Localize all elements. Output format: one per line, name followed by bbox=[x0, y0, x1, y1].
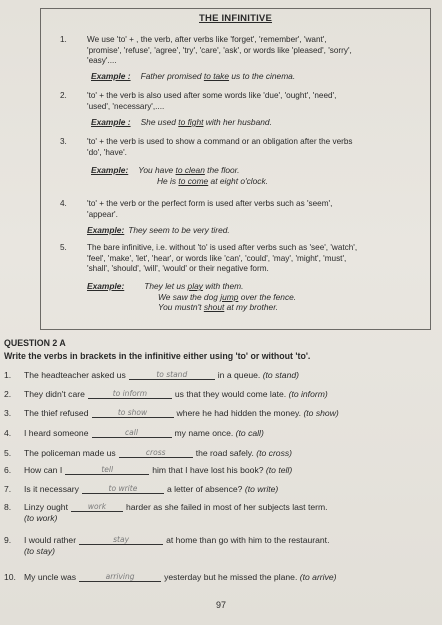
item-number: 9. bbox=[4, 535, 12, 545]
answer-blank[interactable]: work bbox=[71, 502, 123, 512]
example-underlined: shout bbox=[203, 302, 225, 312]
example-label: Example : bbox=[91, 71, 131, 81]
item-text: yesterday but he missed the plane. bbox=[164, 572, 298, 582]
example-underlined: to take bbox=[203, 71, 230, 81]
item-text: Linzy ought bbox=[24, 502, 68, 512]
rule-number: 2. bbox=[60, 91, 67, 100]
rule-line: 'to' + the verb is used to show a command or an obligation after the verbs bbox=[87, 137, 353, 146]
example-4 bbox=[87, 225, 230, 236]
item-hint: (to tell) bbox=[265, 465, 293, 475]
question-item-1 bbox=[4, 370, 299, 380]
item-text: The policeman made us bbox=[24, 448, 116, 458]
question-item-8 bbox=[4, 502, 328, 512]
example-underlined: to clean bbox=[175, 165, 205, 175]
example-label: Example: bbox=[87, 225, 125, 235]
item-number: 1. bbox=[4, 370, 12, 380]
example-text: with her husband. bbox=[203, 117, 272, 127]
question-item-9 bbox=[4, 535, 329, 545]
rule-line: The bare infinitive, i.e. without 'to' is used after verbs such as 'see', 'watch', bbox=[87, 243, 358, 252]
item-number: 10. bbox=[4, 572, 16, 582]
item-text: in a queue. bbox=[217, 370, 261, 380]
rule-number: 5. bbox=[60, 243, 67, 252]
answer-blank[interactable]: tell bbox=[65, 465, 149, 475]
rule-4 bbox=[60, 199, 416, 220]
example-label: Example : bbox=[91, 117, 131, 127]
question-instruction: Write the verbs in brackets in the infinitive either using 'to' or without 'to'. bbox=[4, 351, 311, 361]
item-number: 5. bbox=[4, 448, 12, 458]
answer-blank[interactable]: to inform bbox=[88, 389, 172, 399]
item-hint: (to write) bbox=[244, 484, 279, 494]
rule-line: 'easy'.... bbox=[87, 56, 117, 65]
item-hint: (to show) bbox=[303, 408, 339, 418]
page-number: 97 bbox=[215, 600, 226, 610]
example-1 bbox=[91, 71, 295, 82]
item-number: 3. bbox=[4, 408, 12, 418]
rule-line: 'to' + the verb or the perfect form is used after verbs such as 'seem', bbox=[87, 199, 333, 208]
item-hint: (to stay) bbox=[24, 546, 56, 556]
example-text: You mustn't bbox=[158, 302, 204, 312]
question-item-6 bbox=[4, 465, 292, 475]
item-text: at home than go with him to the restaurant. bbox=[166, 535, 330, 545]
rules-box bbox=[40, 8, 431, 330]
item-number: 7. bbox=[4, 484, 12, 494]
example-label: Example: bbox=[87, 281, 125, 291]
item-text: The thief refused bbox=[24, 408, 89, 418]
example-text: They seem to be very tired. bbox=[128, 225, 230, 235]
item-number: 2. bbox=[4, 389, 12, 399]
box-title: THE INFINITIVE bbox=[199, 13, 272, 24]
answer-blank[interactable]: arriving bbox=[79, 572, 161, 582]
example-text: They let us bbox=[144, 281, 188, 291]
rule-number: 3. bbox=[60, 137, 67, 146]
example-text: at eight o'clock. bbox=[208, 175, 269, 186]
question-item-10 bbox=[4, 572, 337, 582]
item-hint: (to stand) bbox=[262, 370, 299, 380]
question-item-5 bbox=[4, 448, 292, 458]
item-text: a letter of absence? bbox=[166, 484, 243, 494]
example-text: Father promised bbox=[140, 71, 204, 81]
question-item-3 bbox=[4, 408, 339, 418]
item-number: 6. bbox=[4, 465, 12, 475]
example-text: He is bbox=[157, 175, 179, 186]
item-text: I heard someone bbox=[24, 428, 89, 438]
example-text: with them. bbox=[202, 281, 244, 291]
rule-2 bbox=[60, 91, 416, 112]
rule-line: 'shall', 'should', 'will', 'would' or their negative form. bbox=[87, 264, 269, 273]
item-text: my name once. bbox=[174, 428, 234, 438]
item-text: How can I bbox=[24, 465, 63, 475]
rule-number: 4. bbox=[60, 199, 67, 208]
item-number: 4. bbox=[4, 428, 12, 438]
answer-blank[interactable]: call bbox=[92, 428, 172, 438]
rule-line: 'feel', 'make', 'let', 'hear', or words like 'can', 'could', 'may', 'might', 'must', bbox=[87, 253, 347, 263]
example-text: at my brother. bbox=[224, 302, 279, 312]
rule-line: 'do', 'have'. bbox=[87, 147, 127, 157]
rule-line: We use 'to' + , the verb, after verbs like 'forget', 'remember', 'want', bbox=[87, 35, 327, 44]
item-text: the road safely. bbox=[195, 448, 254, 458]
question-item-7 bbox=[4, 484, 278, 494]
example-3 bbox=[91, 165, 268, 186]
answer-blank[interactable]: to show bbox=[92, 408, 174, 418]
rule-number: 1. bbox=[60, 35, 67, 44]
rule-line: 'appear'. bbox=[87, 209, 118, 219]
answer-blank[interactable]: stay bbox=[79, 535, 163, 545]
rule-line: 'used', 'necessary',.... bbox=[87, 101, 165, 111]
item-hint: (to work) bbox=[24, 513, 58, 523]
example-underlined: to come bbox=[178, 175, 209, 186]
rule-5 bbox=[60, 243, 416, 275]
item-number: 8. bbox=[4, 502, 12, 512]
example-5 bbox=[87, 281, 296, 313]
question-title: QUESTION 2 A bbox=[4, 338, 66, 348]
answer-blank[interactable]: to stand bbox=[129, 370, 215, 380]
rule-line: 'to' + the verb is also used after some words like 'due', 'ought', 'need', bbox=[87, 91, 337, 100]
item-text: I would rather bbox=[24, 535, 77, 545]
example-text: You have bbox=[138, 165, 176, 175]
example-underlined: jump bbox=[220, 291, 239, 302]
item-text: My uncle was bbox=[24, 572, 77, 582]
example-text: the floor. bbox=[204, 165, 240, 175]
item-text: The headteacher asked us bbox=[24, 370, 126, 380]
example-underlined: to fight bbox=[178, 117, 204, 127]
rule-1 bbox=[60, 35, 416, 67]
question-item-4 bbox=[4, 428, 264, 438]
example-2 bbox=[91, 117, 272, 128]
example-underlined: play bbox=[187, 281, 203, 291]
item-hint: (to call) bbox=[235, 428, 264, 438]
answer-blank[interactable]: cross bbox=[119, 448, 193, 458]
item-hint: (to cross) bbox=[256, 448, 293, 458]
rule-line: 'promise', 'refuse', 'agree', 'try', 'care', 'ask', or words like 'pleased', 'sorry', bbox=[87, 45, 352, 55]
item-text: harder as she failed in most of her subjects last term. bbox=[125, 502, 328, 512]
rule-3 bbox=[60, 137, 416, 158]
example-text: She used bbox=[140, 117, 179, 127]
item-hint: (to inform) bbox=[288, 389, 328, 399]
example-text: over the fence. bbox=[238, 291, 297, 302]
answer-blank[interactable]: to write bbox=[82, 484, 164, 494]
item-text: Is it necessary bbox=[24, 484, 79, 494]
item-text: where he had hidden the money. bbox=[176, 408, 302, 418]
item-text: him that I have lost his book? bbox=[152, 465, 264, 475]
question-item-2 bbox=[4, 389, 328, 399]
example-text: We saw the dog bbox=[158, 291, 221, 302]
item-text: us that they would come late. bbox=[174, 389, 287, 399]
example-label: Example: bbox=[91, 165, 129, 175]
item-hint: (to arrive) bbox=[299, 572, 337, 582]
item-text: They didn't care bbox=[24, 389, 85, 399]
example-text: us to the cinema. bbox=[229, 71, 296, 81]
